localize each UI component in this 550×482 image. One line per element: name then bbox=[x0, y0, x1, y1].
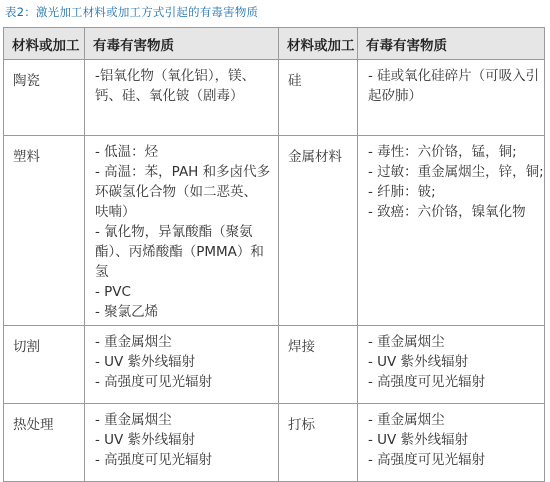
hazard-line: - 毒性：六价铬，锰，铜; bbox=[368, 144, 517, 160]
hazard-cell bbox=[85, 136, 279, 326]
hazard-line: - 过敏：重金属烟尘，锌，铜; bbox=[368, 164, 544, 180]
table-caption: 表2：激光加工材料或加工方式引起的有毒害物质 bbox=[5, 5, 259, 19]
material-cell: 焊接 bbox=[279, 326, 358, 404]
material-cell: 切割 bbox=[4, 326, 85, 404]
hazard-line: 酯）、丙烯酸酯（PMMA）和 bbox=[95, 244, 264, 260]
hazard-line: - UV 紫外线辐射 bbox=[368, 432, 469, 448]
hazard-line: - 高强度可见光辐射 bbox=[368, 452, 486, 468]
hazard-table bbox=[3, 27, 545, 482]
hazard-cell bbox=[85, 404, 279, 482]
material-cell: 金属材料 bbox=[279, 136, 358, 326]
hazard-line: - 重金属烟尘 bbox=[368, 334, 445, 350]
hazard-line: - 聚氯乙烯 bbox=[95, 304, 159, 320]
header-hazard-left: 有毒有害物质 bbox=[85, 28, 279, 60]
hazard-cell bbox=[85, 326, 279, 404]
hazard-line: - UV 紫外线辐射 bbox=[95, 354, 196, 370]
hazard-line: - 重金属烟尘 bbox=[95, 412, 172, 428]
table-row bbox=[4, 136, 545, 326]
hazard-line: - UV 紫外线辐射 bbox=[95, 432, 196, 448]
table-row bbox=[4, 60, 545, 136]
material-cell: 热处理 bbox=[4, 404, 85, 482]
table-row bbox=[4, 326, 545, 404]
hazard-line: - UV 紫外线辐射 bbox=[368, 354, 469, 370]
hazard-line: - 高温：苯，PAH 和多卤代多 bbox=[95, 164, 271, 180]
hazard-line: 钙、硅、氧化铍（剧毒） bbox=[95, 88, 244, 104]
hazard-cell bbox=[85, 60, 279, 136]
hazard-line: - 低温：烃 bbox=[95, 144, 159, 160]
header-material-right: 材料或加工 bbox=[279, 28, 358, 60]
hazard-line: 环碳氢化合物（如二恶英、 bbox=[95, 184, 257, 200]
header-row bbox=[4, 28, 545, 60]
hazard-line: - 重金属烟尘 bbox=[368, 412, 445, 428]
table-row bbox=[4, 404, 545, 482]
material-cell: 硅 bbox=[279, 60, 358, 136]
hazard-line: - 高强度可见光辐射 bbox=[95, 374, 213, 390]
hazard-line: - 致癌：六价铬，镍氧化物 bbox=[368, 204, 526, 220]
hazard-line: 呋喃） bbox=[95, 204, 136, 220]
hazard-line: - 硅或氧化硅碎片（可吸入引 bbox=[368, 68, 540, 84]
material-cell: 打标 bbox=[279, 404, 358, 482]
header-hazard-right: 有毒有害物质 bbox=[358, 28, 545, 60]
hazard-line: 氢 bbox=[95, 264, 109, 280]
hazard-line: - 重金属烟尘 bbox=[95, 334, 172, 350]
hazard-line: - PVC bbox=[95, 284, 131, 300]
hazard-line: -铝氧化物（氧化铝），镁、 bbox=[95, 68, 256, 84]
header-material-left: 材料或加工 bbox=[4, 28, 85, 60]
hazard-cell bbox=[358, 326, 545, 404]
material-cell: 塑料 bbox=[4, 136, 85, 326]
hazard-cell bbox=[358, 404, 545, 482]
hazard-line: - 纤肺：铍; bbox=[368, 184, 436, 200]
hazard-cell bbox=[358, 136, 545, 326]
hazard-cell bbox=[358, 60, 545, 136]
hazard-line: 起矽肺） bbox=[368, 88, 422, 104]
material-cell: 陶瓷 bbox=[4, 60, 85, 136]
hazard-line: - 氰化物，异氰酸酯（聚氨 bbox=[95, 224, 253, 240]
hazard-line: - 高强度可见光辐射 bbox=[368, 374, 486, 390]
hazard-line: - 高强度可见光辐射 bbox=[95, 452, 213, 468]
